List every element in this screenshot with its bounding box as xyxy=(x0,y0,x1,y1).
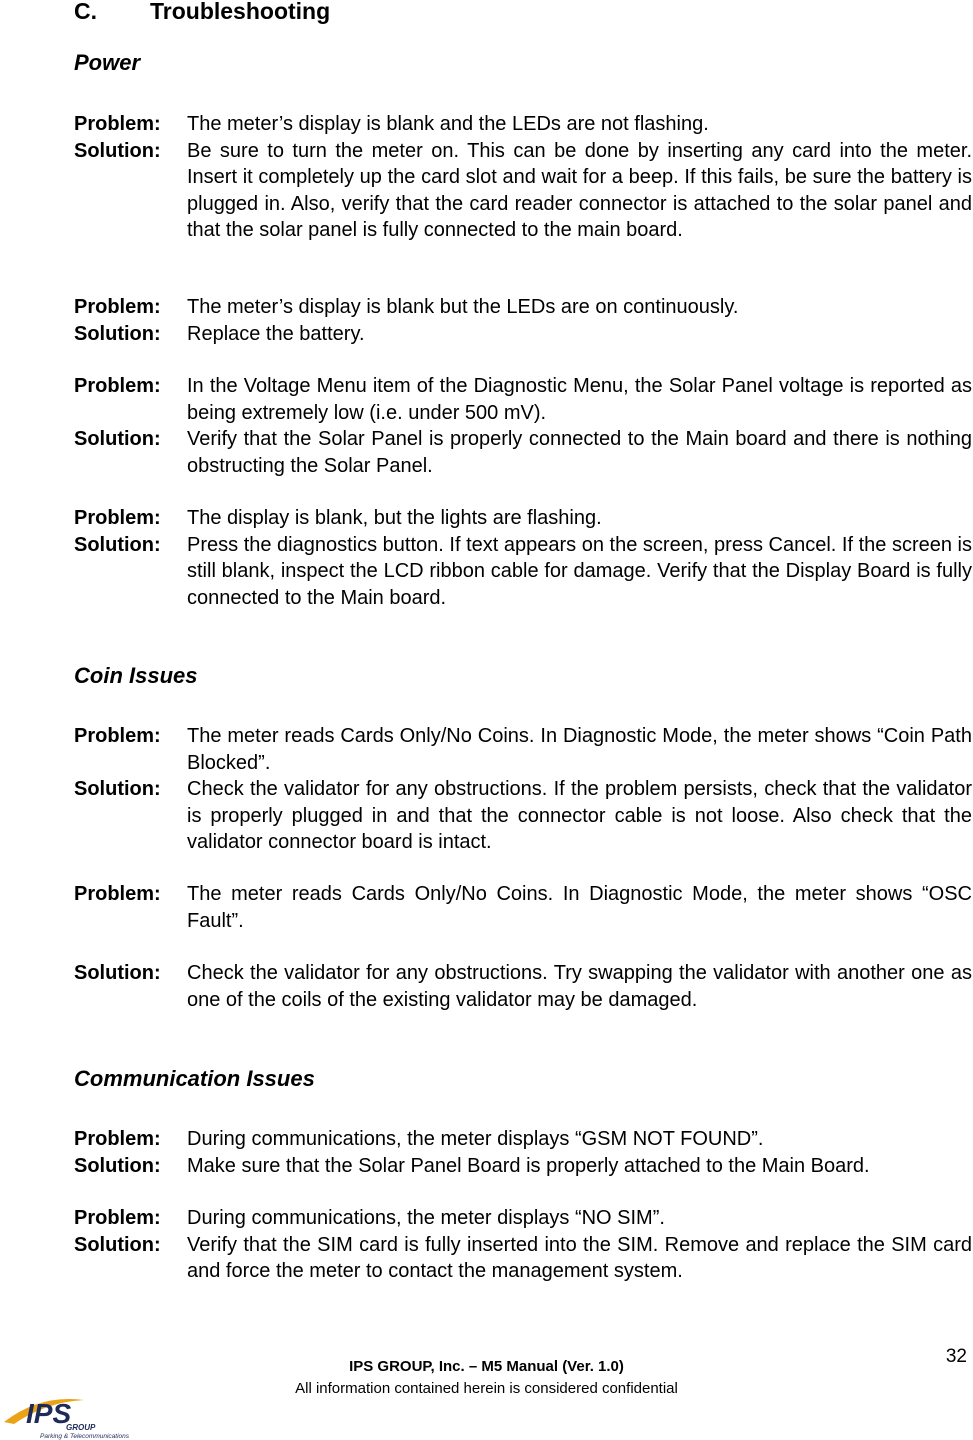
solution-row xyxy=(74,426,972,479)
section-heading xyxy=(74,0,330,25)
problem-row xyxy=(74,881,972,934)
logo-tagline: Parking & Telecommunications xyxy=(40,1433,129,1440)
solution-row xyxy=(74,776,972,856)
ips-group-logo xyxy=(0,1390,150,1440)
solution-label: Solution: xyxy=(74,1154,161,1177)
troubleshooting-entry xyxy=(74,373,972,479)
troubleshooting-entry xyxy=(74,1205,972,1285)
solution-label: Solution: xyxy=(74,322,161,345)
problem-text: The meter reads Cards Only/No Coins. In Diagnostic Mode, the meter shows “Coin Path Blocked”. xyxy=(187,725,972,774)
solution-label: Solution: xyxy=(74,778,161,800)
problem-row xyxy=(74,723,972,776)
logo-text: IPS xyxy=(26,1398,72,1429)
troubleshooting-entry xyxy=(74,1126,972,1179)
solution-text: Verify that the Solar Panel is properly connected to the Main board and there is nothing obstructing the Solar Panel. xyxy=(187,428,972,477)
problem-label: Problem: xyxy=(74,725,161,747)
problem-label: Problem: xyxy=(74,1128,161,1150)
solution-label: Solution: xyxy=(74,428,161,450)
problem-text: The meter’s display is blank but the LEDs are on continuously. xyxy=(187,296,739,318)
solution-label: Solution: xyxy=(74,533,161,556)
solution-row xyxy=(74,321,972,348)
section-title: Troubleshooting xyxy=(150,0,331,24)
solution-label: Solution: xyxy=(74,1233,161,1256)
solution-row xyxy=(74,1232,972,1285)
footer-title: IPS GROUP, Inc. – M5 Manual (Ver. 1.0) xyxy=(349,1358,624,1375)
solution-row xyxy=(74,960,972,1013)
logo-subtext: GROUP xyxy=(66,1423,96,1432)
troubleshooting-entry xyxy=(74,294,972,347)
problem-label: Problem: xyxy=(74,883,161,905)
problem-row xyxy=(74,294,972,321)
problem-row xyxy=(74,373,972,426)
subsection-title-coin-issues: Coin Issues xyxy=(74,663,198,688)
problem-text: In the Voltage Menu item of the Diagnostic Menu, the Solar Panel voltage is reported as being extremely low (i.e. under 500 mV). xyxy=(187,375,972,424)
solution-row xyxy=(74,1153,972,1180)
solution-text: Check the validator for any obstructions. Try swapping the validator with another one as one of the coils of the existing validator may be damaged. xyxy=(187,962,972,1011)
problem-label: Problem: xyxy=(74,375,161,397)
problem-label: Problem: xyxy=(74,507,161,529)
section-number: C. xyxy=(74,0,97,24)
page-number: 32 xyxy=(945,1346,967,1367)
problem-text: During communications, the meter displays “NO SIM”. xyxy=(187,1207,665,1229)
subsection-title-communication-issues: Communication Issues xyxy=(74,1066,315,1091)
problem-text: The display is blank, but the lights are flashing. xyxy=(187,507,602,529)
footer-confidential: All information contained herein is considered confidential xyxy=(295,1380,678,1397)
solution-row xyxy=(74,532,972,612)
problem-row xyxy=(74,1126,972,1153)
solution-text: Press the diagnostics button. If text appears on the screen, press Cancel. If the screen is still blank, inspect the LCD ribbon cable for damage. Verify that the Display Board is fully connected to the Main board. xyxy=(187,533,972,609)
problem-text: During communications, the meter displays “GSM NOT FOUND”. xyxy=(187,1128,764,1150)
problem-text: The meter reads Cards Only/No Coins. In Diagnostic Mode, the meter shows “OSC Fault”. xyxy=(187,883,972,932)
solution-text: Replace the battery. xyxy=(187,322,365,345)
problem-row xyxy=(74,111,972,138)
troubleshooting-entry xyxy=(74,505,972,611)
problem-row xyxy=(74,505,972,532)
solution-label: Solution: xyxy=(74,139,161,162)
solution-text: Be sure to turn the meter on. This can be done by inserting any card into the meter. Insert it completely up the card slot and wait for a beep. If this fails, be sure the battery is plugged in. Also, verify that the card reader connector is attached to the solar panel and that the solar panel is fully connected to the main board. xyxy=(187,139,972,241)
problem-label: Problem: xyxy=(74,113,161,135)
solution-text: Make sure that the Solar Panel Board is properly attached to the Main Board. xyxy=(187,1154,870,1177)
troubleshooting-entry xyxy=(74,881,972,1013)
solution-row xyxy=(74,138,972,244)
problem-label: Problem: xyxy=(74,1207,161,1229)
solution-text: Check the validator for any obstructions. If the problem persists, check that the validator is properly plugged in and that the connector cable is not loose. Also check that the validator connector board is intact. xyxy=(187,778,972,853)
problem-text: The meter’s display is blank and the LEDs are not flashing. xyxy=(187,113,709,135)
solution-text: Verify that the SIM card is fully inserted into the SIM. Remove and replace the SIM card and force the meter to contact the management system. xyxy=(187,1233,972,1282)
problem-row xyxy=(74,1205,972,1232)
problem-label: Problem: xyxy=(74,296,161,318)
subsection-title-power: Power xyxy=(74,50,141,75)
solution-label: Solution: xyxy=(74,962,161,984)
troubleshooting-entry xyxy=(74,723,972,856)
troubleshooting-entry xyxy=(74,111,972,244)
